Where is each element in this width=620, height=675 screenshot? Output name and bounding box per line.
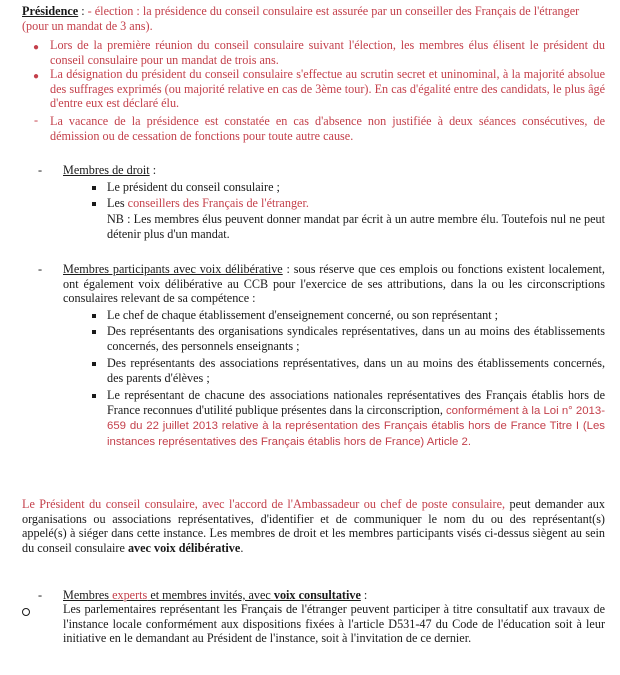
membres-droit-item-1: Le président du conseil consulaire ; <box>107 180 280 194</box>
dash-marker: - <box>38 588 43 602</box>
presidence-election-text: - élection : la présidence du conseil consulaire est assurée par un conseiller des Français de l'étranger (pour un mandat de 3 ans). <box>22 4 580 33</box>
square-bullet <box>92 394 96 398</box>
presidence-bullet-3: La vacance de la présidence est constatée en cas d'absence non justifiée à deux séances consécutives, de démission ou de cessation de fonctions pour toute autre cause. <box>50 114 605 143</box>
membres-participants-heading: Membres participants avec voix délibérative <box>63 262 283 276</box>
membres-participants-intro: Membres participants avec voix délibérative : sous réserve que ces emplois ou fonctions existent localement, ont également voix délibérative au CCB pour l'exercice de ses attributions, dans la ou les circonscriptions consulaires relevant de sa compétence : <box>63 262 605 306</box>
dash-marker: - <box>38 163 43 177</box>
membres-droit-nb: NB : Les membres élus peuvent donner mandat par écrit à un autre membre élu. Toutefois nul ne peut détenir plus d'un mandat. <box>107 212 605 241</box>
participant-item-4: Le représentant de chacune des associations nationales représentatives des Français établis hors de France reconnues d'utilité publique présentes dans la circonscription, conformément à la Loi n° 2013-659 du 22 juillet 2013 relative à la représentation des Français établis hors de France Titre I (Les instances représentatives des Français établis hors de France) Article 2. <box>107 388 606 448</box>
circle-bullet <box>22 608 30 616</box>
presidence-heading: Présidence <box>22 4 79 18</box>
loi-reference-text: conformément à la Loi n° 2013-659 du 22 juillet 2013 relative à la représentation des Français établis hors de France Titre I (Les instances représentatives des Français établis hors de France) Article 2. <box>107 404 606 448</box>
participant-item-2: Des représentants des organisations syndicales représentatives, dans un au moins des établissements concernés, des personnels enseignants ; <box>107 324 605 353</box>
square-bullet <box>92 202 96 206</box>
square-bullet <box>92 186 96 190</box>
participant-item-3: Des représentants des associations représentatives, dans un au moins des établissements concernés, des parents d'élèves ; <box>107 356 605 385</box>
presidence-bullet-1: Lors de la première réunion du conseil consulaire suivant l'élection, les membres élus élisent le président du conseil consulaire pour un mandat de trois ans. <box>50 38 605 67</box>
presidence-intro: Présidence : - élection : la présidence du conseil consulaire est assurée par un conseiller des Français de l'étranger (pour un mandat de 3 ans). <box>22 4 580 33</box>
membres-droit-heading: Membres de droit : <box>63 163 157 177</box>
membres-droit-item-2: Les conseillers des Français de l'étranger. <box>107 196 309 210</box>
dash-marker: - <box>34 113 39 127</box>
square-bullet <box>92 330 96 334</box>
square-bullet <box>92 362 96 366</box>
participant-item-1: Le chef de chaque établissement d'enseignement concerné, ou son représentant ; <box>107 308 499 322</box>
membres-experts-item: Les parlementaires représentant les Français de l'étranger peuvent participer à titre consultatif aux travaux de l'instance locale conformément aux dispositions fixées à l'article D531-47 du Code de l'éducation soit à leur initiative en le demandant au Président de l'instance, soit à l'invitation de ce dernier. <box>63 602 605 646</box>
membres-experts-heading: Membres experts et membres invités, avec voix consultative : <box>63 588 368 602</box>
bullet-dot: ● <box>33 42 40 53</box>
dash-marker: - <box>38 262 43 276</box>
president-paragraph: Le Président du conseil consulaire, avec l'accord de l'Ambassadeur ou chef de poste consulaire, peut demander aux organisations ou associations représentatives, d'identifier et de communiquer le nom du ou des représentant(s) appelé(s) à siéger dans cette instance. Les membres de droit et les membres participants visés ci-dessus siègent au sein du conseil consulaire avec voix délibérative. <box>22 497 605 555</box>
presidence-bullet-2: La désignation du président du conseil consulaire s'effectue au scrutin secret et uninominal, à la majorité absolue des suffrages exprimés (ou majorité relative en cas de 3ème tour). En cas d'égalité entre des candidats, le plus âgé d'entre eux est déclaré élu. <box>50 67 605 111</box>
bullet-dot: ● <box>33 71 40 82</box>
square-bullet <box>92 314 96 318</box>
